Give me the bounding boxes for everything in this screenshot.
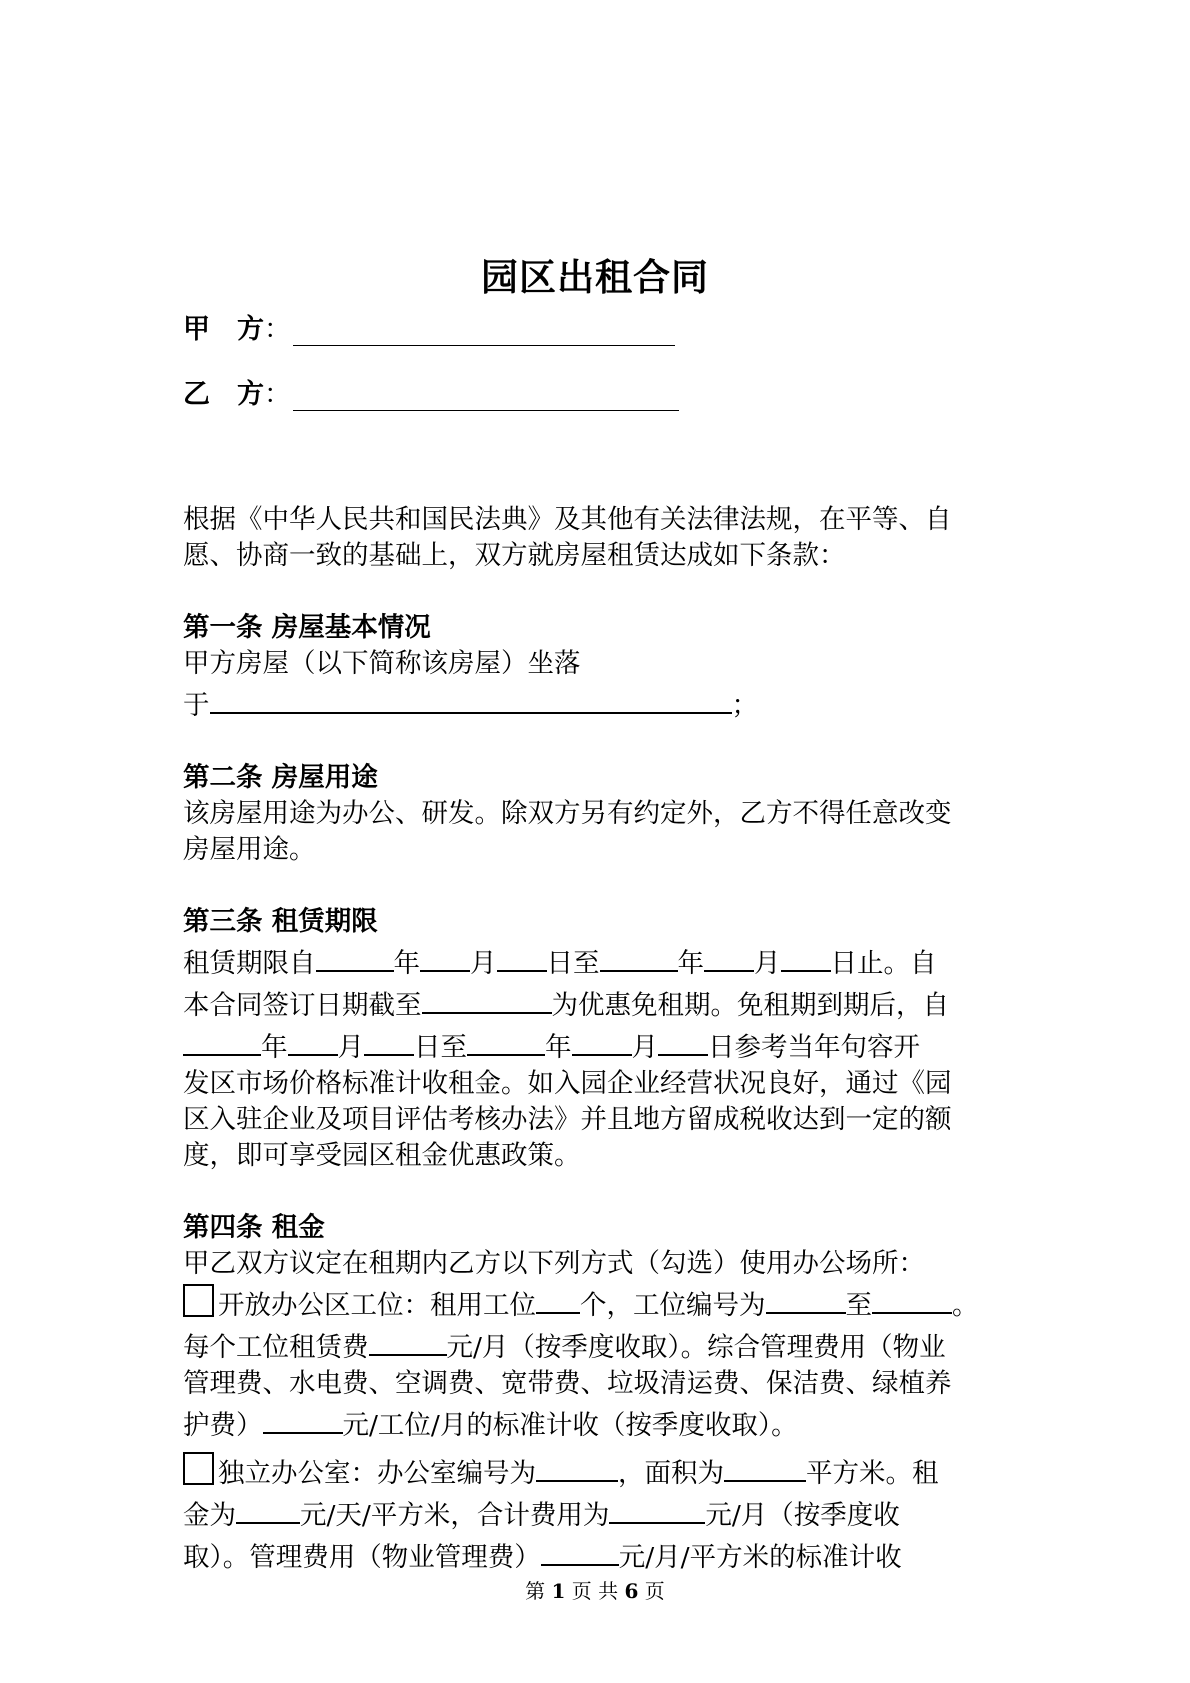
option-open-office-line-2: 每个工位租赁费 元/月（按季度收取）。综合管理费用（物业 — [183, 1324, 1023, 1366]
party-a-row — [183, 307, 675, 346]
management-fee-blank[interactable] — [541, 1534, 619, 1566]
party-b-row — [183, 372, 679, 411]
workstation-fee-blank[interactable] — [263, 1402, 343, 1434]
article-3-line-6: 度，即可享受园区租金优惠政策。 — [183, 1140, 581, 1171]
paid-start-month-blank[interactable] — [288, 1024, 338, 1056]
party-b-label: 乙 方 — [183, 379, 264, 410]
article-3-line-1: 租赁期限自 年 月 日至 年 月 日止。自 — [183, 940, 1023, 982]
option-private-office-line-1: 独立办公室：办公室编号为 ，面积为 平方米。租 — [183, 1450, 1023, 1492]
end-year-blank[interactable] — [600, 940, 678, 972]
total-page-count: 6 — [624, 1579, 639, 1603]
article-4-heading: 第四条 租金 — [183, 1212, 325, 1243]
private-office-checkbox[interactable] — [183, 1452, 214, 1485]
start-month-blank[interactable] — [420, 940, 470, 972]
monthly-total-blank[interactable] — [609, 1492, 705, 1524]
option-private-office-line-2: 金为 元/天/平方米，合计费用为 元/月（按季度收 — [183, 1492, 1023, 1534]
article-2-heading: 第二条 房屋用途 — [183, 762, 378, 793]
office-area-blank[interactable] — [724, 1450, 806, 1482]
open-office-checkbox[interactable] — [183, 1284, 214, 1317]
article-3-line-5: 区入驻企业及项目评估考核办法》并且地方留成税收达到一定的额 — [183, 1104, 952, 1135]
article-3-line-2: 本合同签订日期截至 为优惠免租期。免租期到期后，自 — [183, 982, 1023, 1024]
start-day-blank[interactable] — [497, 940, 547, 972]
paid-end-year-blank[interactable] — [467, 1024, 545, 1056]
option-open-office-line-1: 开放办公区工位：租用工位 个，工位编号为 至 。 — [183, 1282, 1023, 1324]
paid-start-year-blank[interactable] — [183, 1024, 261, 1056]
contract-body — [183, 502, 1023, 1576]
workstation-rent-blank[interactable] — [369, 1324, 447, 1356]
end-month-blank[interactable] — [704, 940, 754, 972]
article-4-intro: 甲乙双方议定在租期内乙方以下列方式（勾选）使用办公场所： — [183, 1248, 925, 1279]
article-2-line-2: 房屋用途。 — [183, 834, 316, 865]
intro-line-2: 愿、协商一致的基础上，双方就房屋租赁达成如下条款： — [183, 540, 846, 571]
daily-rate-blank[interactable] — [236, 1492, 300, 1524]
page-footer: 第 1 页 共 6 页 — [525, 1579, 665, 1603]
paid-end-month-blank[interactable] — [572, 1024, 632, 1056]
article-3-line-3: 年 月 日至 年 月 日参考当年句容开 — [183, 1024, 1023, 1066]
party-b-colon: ： — [264, 379, 291, 410]
party-a-blank[interactable] — [293, 318, 675, 346]
article-1-heading: 第一条 房屋基本情况 — [183, 612, 431, 643]
paid-start-day-blank[interactable] — [364, 1024, 414, 1056]
location-blank[interactable] — [210, 682, 732, 714]
end-day-blank[interactable] — [781, 940, 831, 972]
article-1-line-1: 甲方房屋（以下简称该房屋）坐落 — [183, 648, 581, 679]
party-a-label: 甲 方 — [183, 314, 264, 345]
intro-line-1: 根据《中华人民共和国民法典》及其他有关法律法规，在平等、自 — [183, 504, 952, 535]
article-3-line-4: 发区市场价格标准计收租金。如入园企业经营状况良好，通过《园 — [183, 1068, 952, 1099]
rent-free-end-blank[interactable] — [422, 982, 552, 1014]
current-page-number: 1 — [551, 1579, 566, 1603]
article-3-heading: 第三条 租赁期限 — [183, 906, 378, 937]
office-number-blank[interactable] — [536, 1450, 618, 1482]
workstation-to-blank[interactable] — [872, 1282, 952, 1314]
party-b-blank[interactable] — [293, 383, 679, 411]
article-2-line-1: 该房屋用途为办公、研发。除双方另有约定外，乙方不得任意改变 — [183, 798, 952, 829]
workstation-from-blank[interactable] — [766, 1282, 846, 1314]
option-open-office-line-4: 护费） 元/工位/月的标准计收（按季度收取）。 — [183, 1402, 1023, 1444]
option-open-office-line-3: 管理费、水电费、空调费、宽带费、垃圾清运费、保洁费、绿植养 — [183, 1368, 952, 1399]
option-private-office-line-3: 取）。管理费用（物业管理费） 元/月/平方米的标准计收 — [183, 1534, 1023, 1576]
paid-end-day-blank[interactable] — [658, 1024, 708, 1056]
party-a-colon: ： — [264, 314, 291, 345]
page-title: 园区出租合同 — [481, 256, 709, 299]
article-1-line-2: 于 ； — [183, 682, 1023, 724]
start-year-blank[interactable] — [316, 940, 394, 972]
workstation-count-blank[interactable] — [536, 1282, 580, 1314]
